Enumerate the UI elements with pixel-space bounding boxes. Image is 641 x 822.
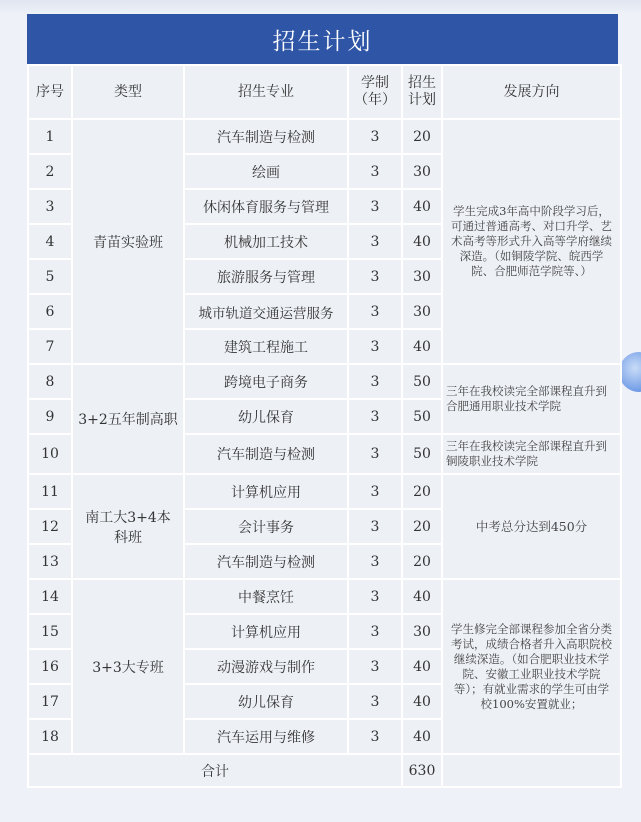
group-type: 青苗实验班 bbox=[73, 120, 183, 363]
row-count: 50 bbox=[403, 435, 441, 473]
row-count: 20 bbox=[403, 545, 441, 578]
row-count: 50 bbox=[403, 400, 441, 433]
table-row bbox=[29, 475, 620, 508]
row-no: 9 bbox=[29, 400, 71, 433]
row-major: 跨境电子商务 bbox=[185, 365, 347, 398]
group-type: 南工大3+4本科班 bbox=[73, 475, 183, 578]
header-count: 招生计划 bbox=[403, 66, 441, 118]
row-no: 14 bbox=[29, 580, 71, 613]
row-no: 15 bbox=[29, 615, 71, 648]
row-no: 10 bbox=[29, 435, 71, 473]
group-direction: 三年在我校读完全部课程直升到铜陵职业技术学院 bbox=[443, 435, 620, 473]
row-count: 40 bbox=[403, 720, 441, 753]
row-no: 2 bbox=[29, 155, 71, 188]
row-no: 7 bbox=[29, 330, 71, 363]
row-no: 16 bbox=[29, 650, 71, 683]
row-major: 计算机应用 bbox=[185, 615, 347, 648]
group-type: 3+2五年制高职 bbox=[73, 365, 183, 473]
row-major: 幼儿保育 bbox=[185, 685, 347, 718]
enrollment-plan-sheet bbox=[27, 14, 618, 788]
row-years: 3 bbox=[349, 510, 401, 543]
row-major: 绘画 bbox=[185, 155, 347, 188]
row-years: 3 bbox=[349, 225, 401, 258]
header-no: 序号 bbox=[29, 66, 71, 118]
total-count: 630 bbox=[403, 755, 441, 786]
row-count: 40 bbox=[403, 650, 441, 683]
header-direction: 发展方向 bbox=[443, 66, 620, 118]
row-count: 40 bbox=[403, 225, 441, 258]
group-direction: 中考总分达到450分 bbox=[443, 475, 620, 578]
row-major: 幼儿保育 bbox=[185, 400, 347, 433]
row-count: 40 bbox=[403, 580, 441, 613]
row-major: 汽车制造与检测 bbox=[185, 545, 347, 578]
group-direction: 三年在我校读完全部课程直升到合肥通用职业技术学院 bbox=[443, 365, 620, 433]
row-years: 3 bbox=[349, 650, 401, 683]
header-type: 类型 bbox=[73, 66, 183, 118]
header-major: 招生专业 bbox=[185, 66, 347, 118]
row-years: 3 bbox=[349, 330, 401, 363]
row-years: 3 bbox=[349, 545, 401, 578]
row-years: 3 bbox=[349, 685, 401, 718]
row-years: 3 bbox=[349, 295, 401, 328]
enrollment-table bbox=[27, 64, 622, 788]
row-years: 3 bbox=[349, 120, 401, 153]
row-major: 休闲体育服务与管理 bbox=[185, 190, 347, 223]
group-type: 3+3大专班 bbox=[73, 580, 183, 753]
decorative-blob bbox=[619, 352, 641, 392]
row-no: 13 bbox=[29, 545, 71, 578]
row-major: 中餐烹饪 bbox=[185, 580, 347, 613]
table-row bbox=[29, 120, 620, 153]
row-no: 6 bbox=[29, 295, 71, 328]
row-years: 3 bbox=[349, 615, 401, 648]
table-header-row bbox=[29, 66, 620, 118]
total-direction-empty bbox=[443, 755, 620, 786]
row-no: 11 bbox=[29, 475, 71, 508]
row-years: 3 bbox=[349, 190, 401, 223]
row-count: 30 bbox=[403, 295, 441, 328]
total-label: 合计 bbox=[29, 755, 401, 786]
row-count: 40 bbox=[403, 190, 441, 223]
row-major: 计算机应用 bbox=[185, 475, 347, 508]
row-no: 3 bbox=[29, 190, 71, 223]
row-count: 20 bbox=[403, 510, 441, 543]
row-count: 20 bbox=[403, 120, 441, 153]
row-count: 40 bbox=[403, 685, 441, 718]
row-no: 17 bbox=[29, 685, 71, 718]
row-count: 40 bbox=[403, 330, 441, 363]
page-title: 招生计划 bbox=[27, 14, 618, 64]
background-top bbox=[0, 0, 641, 14]
row-no: 12 bbox=[29, 510, 71, 543]
row-years: 3 bbox=[349, 400, 401, 433]
row-count: 30 bbox=[403, 155, 441, 188]
row-major: 旅游服务与管理 bbox=[185, 260, 347, 293]
row-count: 30 bbox=[403, 260, 441, 293]
row-no: 1 bbox=[29, 120, 71, 153]
row-years: 3 bbox=[349, 475, 401, 508]
row-major: 会计事务 bbox=[185, 510, 347, 543]
row-years: 3 bbox=[349, 260, 401, 293]
row-major: 汽车制造与检测 bbox=[185, 120, 347, 153]
row-no: 4 bbox=[29, 225, 71, 258]
row-count: 50 bbox=[403, 365, 441, 398]
table-row bbox=[29, 365, 620, 398]
group-direction: 学生完成3年高中阶段学习后，可通过普通高考、对口升学、艺术高考等形式升入高等学府继续深造。（如铜陵学院、皖西学院、合肥师范学院等、） bbox=[443, 120, 620, 363]
row-years: 3 bbox=[349, 435, 401, 473]
row-no: 18 bbox=[29, 720, 71, 753]
row-major: 建筑工程施工 bbox=[185, 330, 347, 363]
row-years: 3 bbox=[349, 365, 401, 398]
row-count: 20 bbox=[403, 475, 441, 508]
row-years: 3 bbox=[349, 580, 401, 613]
row-major: 城市轨道交通运营服务 bbox=[185, 295, 347, 328]
table-row bbox=[29, 580, 620, 613]
row-no: 5 bbox=[29, 260, 71, 293]
group-direction: 学生修完全部课程参加全省分类考试，成绩合格者升入高职院校继续深造。（如合肥职业技术学院、安徽工业职业技术学院等）；有就业需求的学生可由学校100%安置就业； bbox=[443, 580, 620, 753]
row-major: 机械加工技术 bbox=[185, 225, 347, 258]
total-row bbox=[29, 755, 620, 786]
row-major: 动漫游戏与制作 bbox=[185, 650, 347, 683]
row-years: 3 bbox=[349, 720, 401, 753]
row-count: 30 bbox=[403, 615, 441, 648]
row-no: 8 bbox=[29, 365, 71, 398]
row-years: 3 bbox=[349, 155, 401, 188]
row-major: 汽车运用与维修 bbox=[185, 720, 347, 753]
row-major: 汽车制造与检测 bbox=[185, 435, 347, 473]
header-years: 学制（年） bbox=[349, 66, 401, 118]
